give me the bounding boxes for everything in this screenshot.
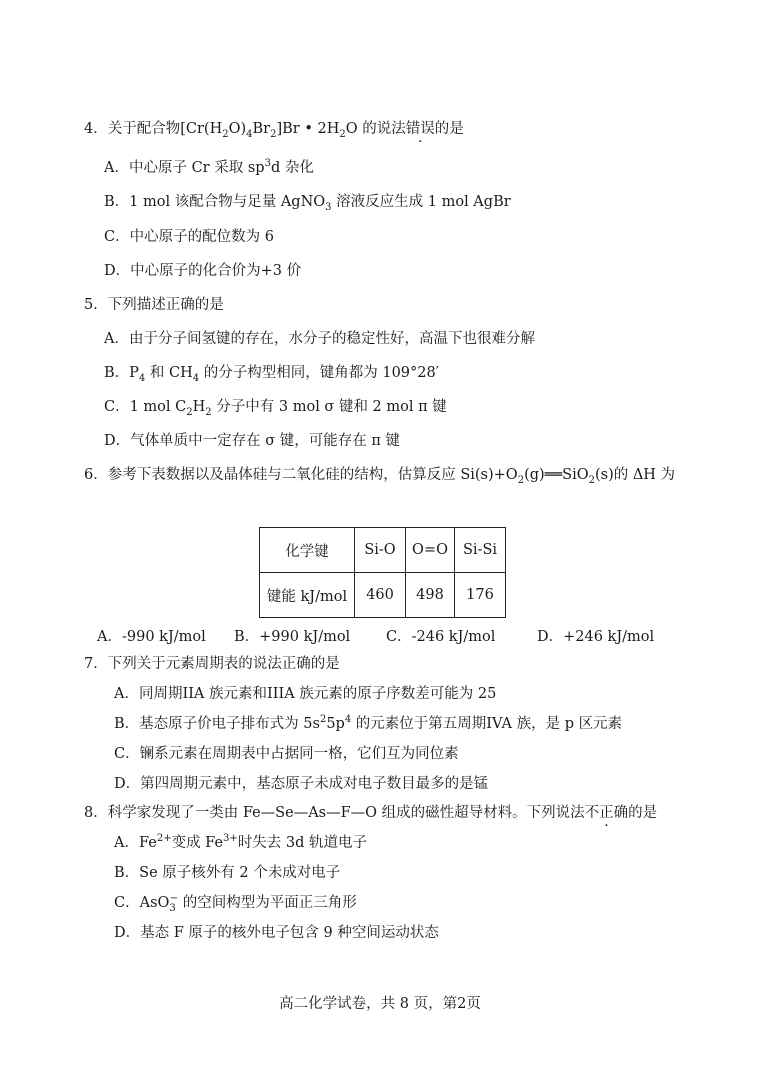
q5-stem: 5．下列描述正确的是 xyxy=(84,297,224,313)
q5-option-c: C．1 mol $C_2H_2$ 分子中有 3 mol σ 键和 2 mol π 键 xyxy=(104,399,447,418)
q6-option-b: B．+990 kJ/mol xyxy=(234,629,351,645)
table-header-row xyxy=(260,528,506,573)
table-cell: 498 xyxy=(406,573,455,618)
q5-option-d: D．气体单质中一定存在 σ 键，可能存在 π 键 xyxy=(104,433,400,449)
q8-option-c: C．AsO$_3$− 的空间构型为平面正三角形 xyxy=(114,893,357,914)
q5-option-b: B．$P_4$ 和 $CH_4$ 的分子构型相同，键角都为 109°28′ xyxy=(104,365,440,384)
q7-option-b: B．基态原子价电子排布式为 $5s^25p^4$ 的元素位于第五周期IVA 族，是 p 区元素 xyxy=(114,714,623,732)
q4-option-a: A．中心原子 Cr 采取 $sp^3d$ 杂化 xyxy=(104,158,314,176)
q6-option-d: D．+246 kJ/mol xyxy=(537,629,655,645)
q8-option-d: D．基态 F 原子的核外电子包含 9 种空间运动状态 xyxy=(114,925,439,941)
table-cell: O=O xyxy=(406,528,455,573)
table-cell: 176 xyxy=(455,573,506,618)
bond-energy-table xyxy=(259,527,506,618)
table-cell: 化学键 xyxy=(260,528,355,573)
q7-option-a: A．同周期IIA 族元素和IIIA 族元素的原子序数差可能为 25 xyxy=(114,686,497,702)
q5-option-a: A．由于分子间氢键的存在，水分子的稳定性好，高温下也很难分解 xyxy=(104,331,535,347)
q4-stem: 4．关于配合物$[Cr(H_2O)_4Br_2]Br$ • $2H_2O$ 的说法错误的是 xyxy=(84,121,464,140)
q4-option-c: C．中心原子的配位数为 6 xyxy=(104,229,274,245)
emphasis-mark: 不正确 xyxy=(584,805,629,821)
q8-option-a: A．$Fe^{2+}$变成 $Fe^{3+}$时失去 3d 轨道电子 xyxy=(114,833,368,851)
table-cell: 键能 kJ/mol xyxy=(260,573,355,618)
q8-option-b: B．Se 原子核外有 2 个未成对电子 xyxy=(114,865,341,881)
q8-stem: 8．科学家发现了一类由 Fe—Se—As—F—O 组成的磁性超导材料。下列说法不正确的是 xyxy=(84,805,658,821)
q6-stem: 6．参考下表数据以及晶体硅与二氧化硅的结构，估算反应 $Si(s)+O_2(g)══SiO_2(s)$的 ΔH 为 xyxy=(84,467,676,486)
q4-option-b: B．1 mol 该配合物与足量 AgNO$_3$ 溶液反应生成 1 mol AgBr xyxy=(104,194,511,213)
table-cell: Si-O xyxy=(355,528,406,573)
q6-option-a: A．-990 kJ/mol xyxy=(97,629,206,645)
table-cell: Si-Si xyxy=(455,528,506,573)
q6-option-c: C．-246 kJ/mol xyxy=(386,629,496,645)
q7-option-d: D．第四周期元素中，基态原子未成对电子数目最多的是锰 xyxy=(114,776,489,792)
page-footer: 高二化学试卷，共 8 页，第2页 xyxy=(279,996,481,1012)
table-row xyxy=(260,573,506,618)
q7-option-c: C．镧系元素在周期表中占据同一格，它们互为同位素 xyxy=(114,746,459,762)
q4-option-d: D．中心原子的化合价为+3 价 xyxy=(104,263,302,279)
q7-stem: 7．下列关于元素周期表的说法正确的是 xyxy=(84,656,340,672)
emphasis-mark: 错误 xyxy=(405,121,435,137)
table-cell: 460 xyxy=(355,573,406,618)
